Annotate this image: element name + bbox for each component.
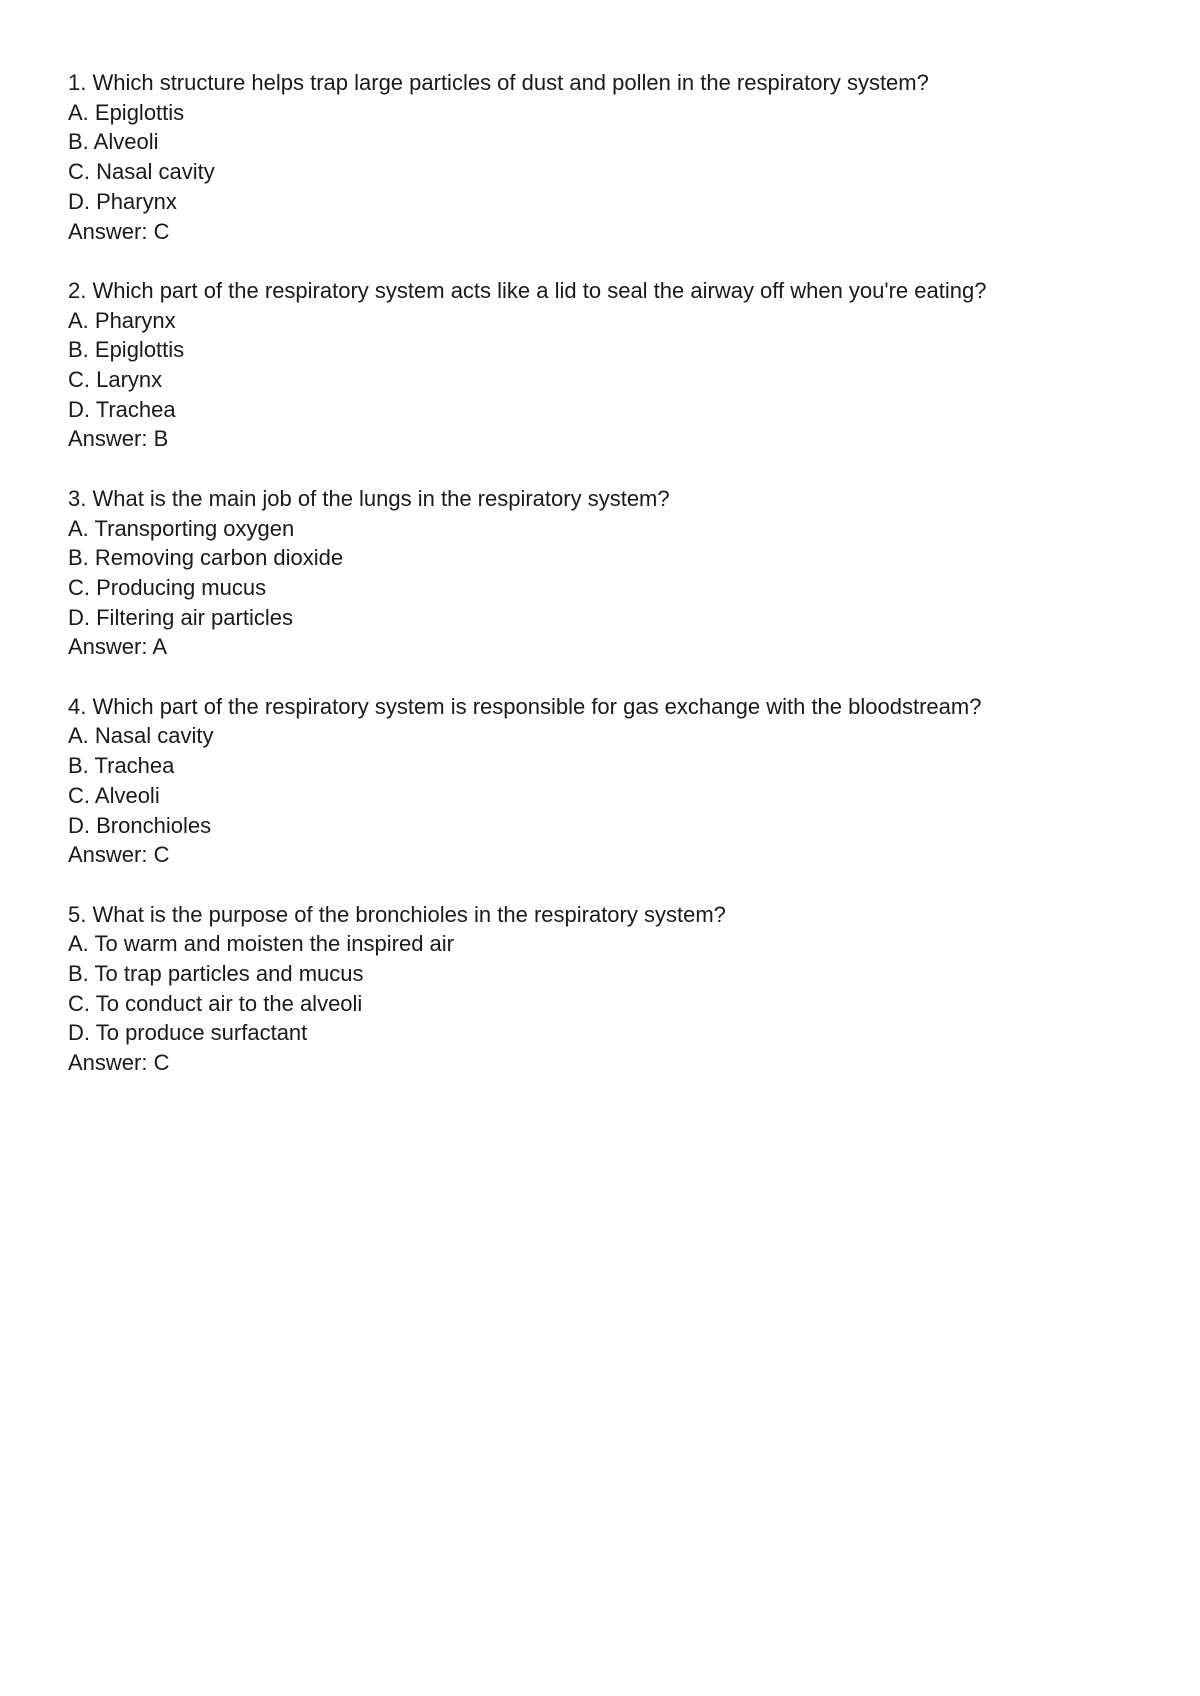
option-a: A. Nasal cavity xyxy=(68,723,214,749)
quiz-list xyxy=(68,68,1168,1108)
option-c: C. Larynx xyxy=(68,367,163,393)
option-d: D. Pharynx xyxy=(68,188,177,214)
question-text: 1. Which structure helps trap large particles of dust and pollen in the respiratory system? xyxy=(68,70,929,95)
question-block-2 xyxy=(68,276,1168,454)
question-text: 3. What is the main job of the lungs in the respiratory system? xyxy=(68,485,670,511)
answer-text: Answer: C xyxy=(68,1050,170,1076)
option-c: C. Nasal cavity xyxy=(68,159,215,185)
option-b: B. Trachea xyxy=(68,753,175,779)
question-text: 2. Which part of the respiratory system acts like a lid to seal the airway off when you're eating? xyxy=(68,277,987,303)
option-a: A. Epiglottis xyxy=(68,99,185,125)
option-d: D. To produce surfactant xyxy=(68,1020,308,1046)
option-a: A. To warm and moisten the inspired air xyxy=(68,931,454,957)
option-c: C. Producing mucus xyxy=(68,574,267,600)
answer-text: Answer: A xyxy=(68,634,168,660)
option-b: B. Epiglottis xyxy=(68,337,185,363)
question-block-3 xyxy=(68,484,1168,662)
option-b: B. To trap particles and mucus xyxy=(68,961,364,987)
option-a: A. Transporting oxygen xyxy=(68,515,295,541)
option-c: C. Alveoli xyxy=(68,782,160,808)
answer-text: Answer: B xyxy=(68,426,169,452)
question-text: 4. Which part of the respiratory system is responsible for gas exchange with the bloodstream? xyxy=(68,693,982,719)
option-b: B. Alveoli xyxy=(68,129,159,155)
option-d: D. Trachea xyxy=(68,396,176,422)
option-b: B. Removing carbon dioxide xyxy=(68,545,344,571)
option-d: D. Bronchioles xyxy=(68,812,212,838)
question-block-5 xyxy=(68,900,1168,1078)
question-block-4 xyxy=(68,692,1168,870)
question-text: 5. What is the purpose of the bronchioles in the respiratory system? xyxy=(68,901,726,927)
option-a: A. Pharynx xyxy=(68,307,176,333)
answer-text: Answer: C xyxy=(68,842,170,868)
option-c: C. To conduct air to the alveoli xyxy=(68,990,363,1016)
question-block-1 xyxy=(68,68,1168,246)
option-d: D. Filtering air particles xyxy=(68,604,293,630)
answer-text: Answer: C xyxy=(68,218,170,244)
